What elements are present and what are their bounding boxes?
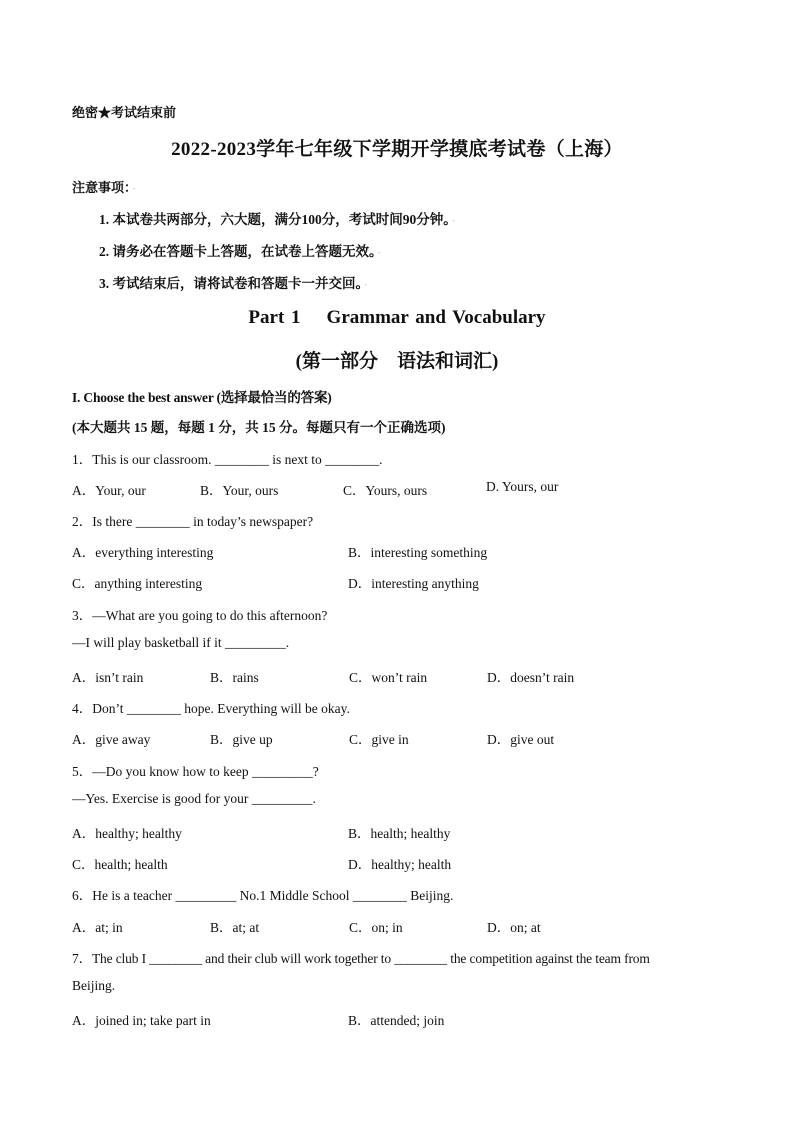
answer-option: D．healthy; health	[348, 857, 452, 872]
part-name: Grammar and Vocabulary	[326, 307, 546, 328]
answer-option: A．at; in	[72, 920, 123, 935]
part-label: Part 1	[248, 307, 301, 328]
answer-option: B．rains	[210, 670, 259, 685]
answer-option: A．healthy; healthy	[72, 826, 182, 841]
answer-option: D. Yours, our	[486, 479, 559, 494]
answer-option: A．joined in; take part in	[72, 1013, 211, 1028]
question-stem: 6．He is a teacher _________ No.1 Middle School ________ Beijing.	[72, 888, 454, 903]
answer-option: A．isn’t rain	[72, 670, 144, 685]
question-stem: 5．—Do you know how to keep _________?	[72, 764, 319, 779]
answer-option: B．give up	[210, 732, 273, 747]
notice-item: 1. 本试卷共两部分，六大题，满分100分，考试时间90分钟。 ·	[99, 212, 456, 227]
question-stem: 7．The club I ________ and their club will work together to ________ the competition against the team from	[72, 951, 650, 966]
question-stem-line: —I will play basketball if it _________.	[72, 635, 290, 650]
question-stem: 2．Is there ________ in today’s newspaper?	[72, 514, 314, 529]
answer-option: A．everything interesting	[72, 545, 214, 560]
question-stem-line: —Yes. Exercise is good for your _________.	[72, 791, 316, 806]
answer-option: C．won’t rain	[349, 670, 428, 685]
answer-option: D．doesn’t rain	[487, 670, 575, 685]
answer-option: A．give away	[72, 732, 151, 747]
answer-option: C．give in	[349, 732, 409, 747]
answer-option: D．interesting anything	[348, 576, 479, 591]
exam-title: 2022-2023学年七年级下学期开学摸底考试卷（上海）	[171, 139, 623, 160]
answer-option: D．give out	[487, 732, 555, 747]
section-note: (本大题共 15 题，每题 1 分，共 15 分。每题只有一个正确选项)	[72, 420, 446, 435]
answer-option: D．on; at	[487, 920, 541, 935]
answer-option: C．Yours, ours	[343, 483, 428, 498]
question-stem: 3．—What are you going to do this afternoon?	[72, 608, 328, 623]
notice-item: 2. 请务必在答题卡上答题，在试卷上答题无效。 ·	[99, 244, 381, 259]
answer-option: B．Your, ours	[200, 483, 279, 498]
answer-option: B．attended; join	[348, 1013, 445, 1028]
question-stem: 1．This is our classroom. ________ is next to ________.	[72, 452, 383, 467]
answer-option: B．interesting something	[348, 545, 488, 560]
answer-option: A．Your, our	[72, 483, 146, 498]
notice-item: 3. 考试结束后，请将试卷和答题卡一并交回。 ·	[99, 276, 368, 291]
question-stem-line: Beijing.	[72, 978, 116, 993]
question-stem: 4．Don’t ________ hope. Everything will be okay.	[72, 701, 350, 716]
answer-option: C．on; in	[349, 920, 403, 935]
notice-title: 注意事项： ·	[72, 180, 136, 195]
answer-option: B．health; healthy	[348, 826, 451, 841]
answer-option: C．anything interesting	[72, 576, 203, 591]
confidential-label: 绝密★考试结束前	[72, 105, 177, 120]
part-heading-cn: (第一部分 语法和词汇)	[295, 351, 499, 372]
section-title: I. Choose the best answer (选择最恰当的答案)	[72, 390, 332, 405]
answer-option: B．at; at	[210, 920, 260, 935]
answer-option: C．health; health	[72, 857, 168, 872]
part-heading	[0, 307, 794, 329]
